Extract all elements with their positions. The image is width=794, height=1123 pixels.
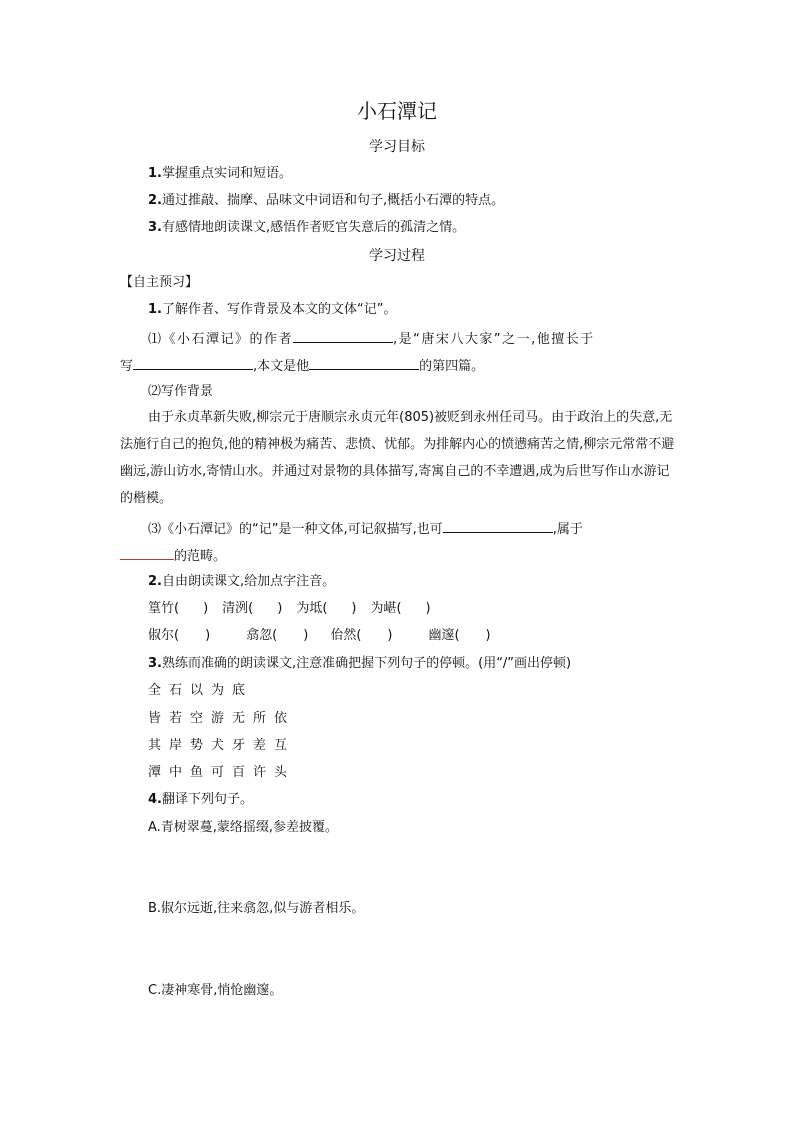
background-paragraph: 由于永贞革新失败,柳宗元于唐顺宗永贞元年(805)被贬到永州任司马。由于政治上的失意,无法施行自己的抱负,他的精神极为痛苦、悲愤、忧郁。为排解内心的愤懑痛苦之情,柳宗元常常不避幽远,游山访水,寄情山水。并通过对景物的具体描写,寄寓自己的不幸遭遇,成为后世写作山水游记的楷模。 xyxy=(120,410,675,506)
answer-blank[interactable] xyxy=(309,355,419,370)
pinyin-row-1 xyxy=(120,599,708,619)
question-text: ,本文是他 xyxy=(253,359,310,374)
answer-blank[interactable] xyxy=(443,518,553,533)
pinyin-paren: ) xyxy=(303,628,309,643)
pinyin-word: 幽邃( xyxy=(428,628,460,643)
translation-b: B.俶尔远逝,往来翕忽,似与游者相乐。 xyxy=(148,901,365,916)
translation-a: A.青树翠蔓,蒙络摇缀,参差披覆。 xyxy=(148,820,339,835)
question-number: 1. xyxy=(148,302,162,317)
question-text: ,属于 xyxy=(552,522,583,537)
goal-number: 1. xyxy=(148,166,162,181)
question-text: 自由朗读课文,给加点字注音。 xyxy=(161,574,336,589)
answer-blank[interactable] xyxy=(133,355,253,370)
question-4 xyxy=(120,790,708,810)
question-text: 的第四篇。 xyxy=(419,359,485,374)
question-1-3-cont xyxy=(120,545,680,567)
preview-label: 【自主预习】 xyxy=(120,275,199,290)
pinyin-paren: ) xyxy=(277,601,283,616)
question-number: 2. xyxy=(148,574,162,589)
sentence-3: 其岸势犬牙差互 xyxy=(148,738,296,753)
question-1-2: ⑵写作背景 xyxy=(148,384,214,399)
question-1 xyxy=(120,300,708,320)
pinyin-row-2 xyxy=(120,626,708,646)
goal-text: 有感情地朗读课文,感悟作者贬官失意后的孤清之情。 xyxy=(161,220,466,235)
pinyin-word: 翕忽( xyxy=(246,628,278,643)
question-text: 熟练而准确的朗读课文,注意准确把握下列句子的停顿。(用“/”画出停顿) xyxy=(161,656,572,671)
pinyin-paren: ) xyxy=(203,601,209,616)
question-number: 4. xyxy=(148,792,162,807)
pinyin-paren: ) xyxy=(205,628,211,643)
question-2 xyxy=(120,572,708,592)
question-1-3 xyxy=(120,518,708,540)
process-heading: 学习过程 xyxy=(369,248,425,264)
pinyin-word: 篁竹( xyxy=(148,601,180,616)
goal-text: 掌握重点实词和短语。 xyxy=(161,166,292,181)
goal-number: 2. xyxy=(148,193,162,208)
question-text: ⑶《小石潭记》的“记”是一种文体,可记叙描写,也可 xyxy=(148,522,443,537)
translation-c: C.凄神寒骨,悄怆幽邃。 xyxy=(148,983,283,998)
page-title: 小石潭记 xyxy=(357,99,437,123)
question-text: ,是“唐宋八大家”之一,他擅长于 xyxy=(393,332,595,347)
question-1-1 xyxy=(120,328,708,350)
pinyin-paren: ) xyxy=(351,601,357,616)
pinyin-word: 为嵁( xyxy=(370,601,402,616)
pinyin-word: 俶尔( xyxy=(148,628,180,643)
question-1-1-cont xyxy=(120,355,680,377)
question-text: ⑴《小石潭记》的作者 xyxy=(148,332,294,347)
sentence-1: 全石以为底 xyxy=(148,683,254,698)
question-number: 3. xyxy=(148,656,162,671)
pinyin-word: 清洌( xyxy=(222,601,254,616)
pinyin-paren: ) xyxy=(425,601,431,616)
goal-number: 3. xyxy=(148,220,162,235)
goal-item-2 xyxy=(120,191,708,211)
question-3 xyxy=(120,654,708,674)
question-text: 写 xyxy=(120,359,134,374)
question-text: 了解作者、写作背景及本文的文体“记”。 xyxy=(161,302,397,317)
answer-blank[interactable] xyxy=(120,545,174,560)
goals-heading: 学习目标 xyxy=(369,139,425,155)
pinyin-word: 佁然( xyxy=(330,628,362,643)
goal-item-3 xyxy=(120,218,708,238)
goal-item-1 xyxy=(120,164,708,184)
goal-text: 通过推敲、揣摩、品味文中词语和句子,概括小石潭的特点。 xyxy=(161,193,505,208)
pinyin-paren: ) xyxy=(387,628,393,643)
sentence-4: 潭中鱼可百许头 xyxy=(148,765,296,780)
answer-blank[interactable] xyxy=(293,328,393,343)
question-text: 的范畴。 xyxy=(174,549,227,564)
pinyin-word: 为坻( xyxy=(296,601,328,616)
pinyin-paren: ) xyxy=(485,628,491,643)
question-text: 翻译下列句子。 xyxy=(161,792,253,807)
sentence-2: 皆若空游无所依 xyxy=(148,711,296,726)
